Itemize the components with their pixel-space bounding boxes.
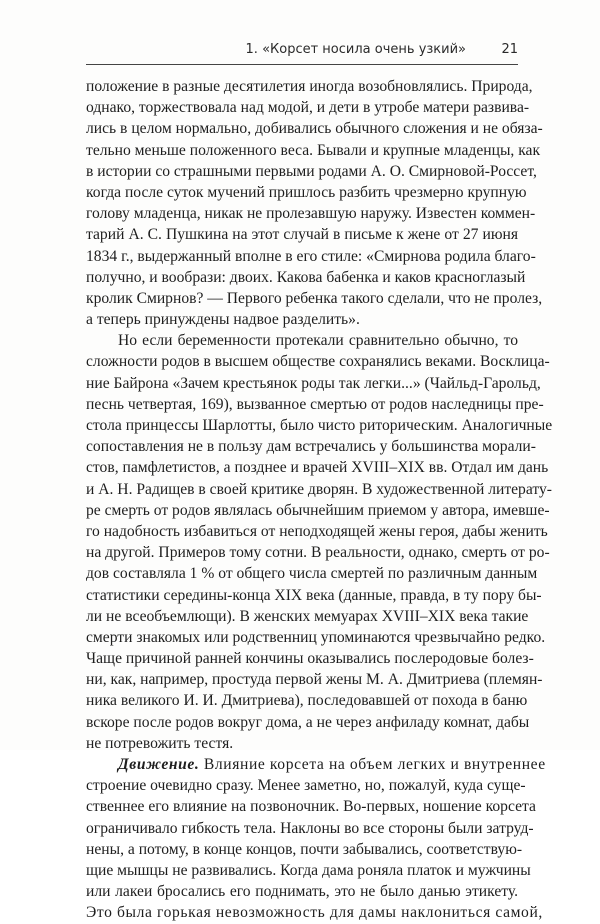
text-line: ограничивало гибкость тела. Наклоны во все стороны были затруд- xyxy=(86,819,534,837)
text-fragment: Влияние корсета на объем легких и внутреннее xyxy=(199,756,546,773)
text-line: 1834 г., выдержанный вполне в его стиле: «Смирнова родила благо- xyxy=(86,247,536,265)
text-line: голову младенца, никак не пролезавшую наружу. Известен коммен- xyxy=(86,205,536,223)
text-line: дов составляла 1 % от общего числа смертей по различным данным xyxy=(86,565,538,583)
paragraph xyxy=(86,76,543,330)
text-line: щие мышцы не развивались. Когда дама роняла платок и мужчины xyxy=(86,861,531,879)
text-line xyxy=(86,754,546,775)
text-line: Чаще причиной ранней кончины оказывались послеродовые болез- xyxy=(86,650,534,668)
text-line: стола принцессы Шарлотты, было чисто риторическим. Аналогичные xyxy=(86,417,553,434)
paragraph xyxy=(86,754,546,924)
text-line: лись в целом нормально, добивались обычного сложения и не обяза- xyxy=(86,120,543,138)
body-text xyxy=(86,76,553,924)
text-line: на другой. Примеров тому сотни. В реальности, однако, смерть от ро- xyxy=(86,544,550,562)
text-line: смерти знакомых или родственниц упоминаются чрезвычайно редко. xyxy=(86,628,546,646)
text-line: Но если беременности протекали сравнительно обычно, то xyxy=(118,332,518,350)
text-line: песнь четвертая, 169), вызванное смертью от родов наследницы пре- xyxy=(86,395,544,413)
section-term: Движение. xyxy=(118,756,200,773)
text-line: а теперь принуждены надвое разделить». xyxy=(86,311,360,329)
text-line: стов, памфлетистов, а позднее и врачей XVIII–XIX вв. Отдал им дань xyxy=(86,459,549,477)
text-line: в истории со страшными первыми родами А. О. Смирновой-Россет, xyxy=(86,162,537,180)
text-line: получно, и вообрази: двоих. Какова бабенка и каков красноглазый xyxy=(86,268,526,286)
text-line: сопоставления не в пользу дам встречались у большинства морали- xyxy=(86,438,536,456)
text-line: однако, торжествовала над модой, и дети в утробе матери развива- xyxy=(86,99,530,117)
running-head xyxy=(86,40,518,62)
text-line: го надобность избавиться от неподходящей жены героя, дабы женить xyxy=(86,522,548,540)
text-line: ре смерть от родов являлась обычнейшим приемом у автора, имевше- xyxy=(86,501,550,519)
text-line: тарий А. С. Пушкина на этот случай в письме к жене от 27 июня xyxy=(86,226,518,244)
running-title: 1. «Корсет носила очень узкий» xyxy=(245,42,466,57)
text-line: ние Байрона «Зачем крестьянок роды так легки...» (Чайльд-Гарольд, xyxy=(86,374,541,392)
text-line: Это была горькая невозможность для дамы наклониться самой, xyxy=(86,904,543,922)
text-line: или лакеи бросались его поднимать, это не было данью этикету. xyxy=(86,883,518,901)
text-line: ственнее его влияние на позвоночник. Во-первых, ношение корсета xyxy=(86,798,536,816)
text-line: кролик Смирнов? — Первого ребенка такого сделали, что не пролез, xyxy=(86,289,543,307)
text-line: вскоре после родов вокруг дома, а не через анфиладу комнат, дабы xyxy=(86,713,530,731)
text-line: сложности родов в высшем обществе сохранялись веками. Восклица- xyxy=(86,353,550,371)
text-line: ника великого И. И. Дмитриева), последовавшей от похода в баню xyxy=(86,692,528,710)
text-line: когда после суток мучений пришлось разбить чрезмерно крупную xyxy=(86,183,527,201)
text-line: положение в разные десятилетия иногда возобновлялись. Природа, xyxy=(86,78,533,95)
header-rule xyxy=(86,64,518,65)
text-line: ни, как, например, простуда первой жены М. А. Дмитриева (племян- xyxy=(86,671,543,689)
paragraph xyxy=(86,330,553,754)
text-line: строение очевидно сразу. Менее заметно, но, пожалуй, куда суще- xyxy=(86,777,526,795)
text-line: статистики середины-конца XIX века (данные, правда, в ту пору бы- xyxy=(86,586,542,604)
text-line: и А. Н. Радищев в своей критике дворян. В художественной литерату- xyxy=(86,480,552,498)
text-line: тельно меньше положенного веса. Бывали и крупные младенцы, как xyxy=(86,141,541,159)
text-line: нены, а потому, в конце концов, почти забывались, соответствую- xyxy=(86,840,523,858)
page-number: 21 xyxy=(501,42,518,57)
text-line: ли не всеобъемлющи). В женских мемуарах XVIII–XIX века такие xyxy=(86,607,529,625)
text-line: не потревожить тестя. xyxy=(86,734,234,752)
